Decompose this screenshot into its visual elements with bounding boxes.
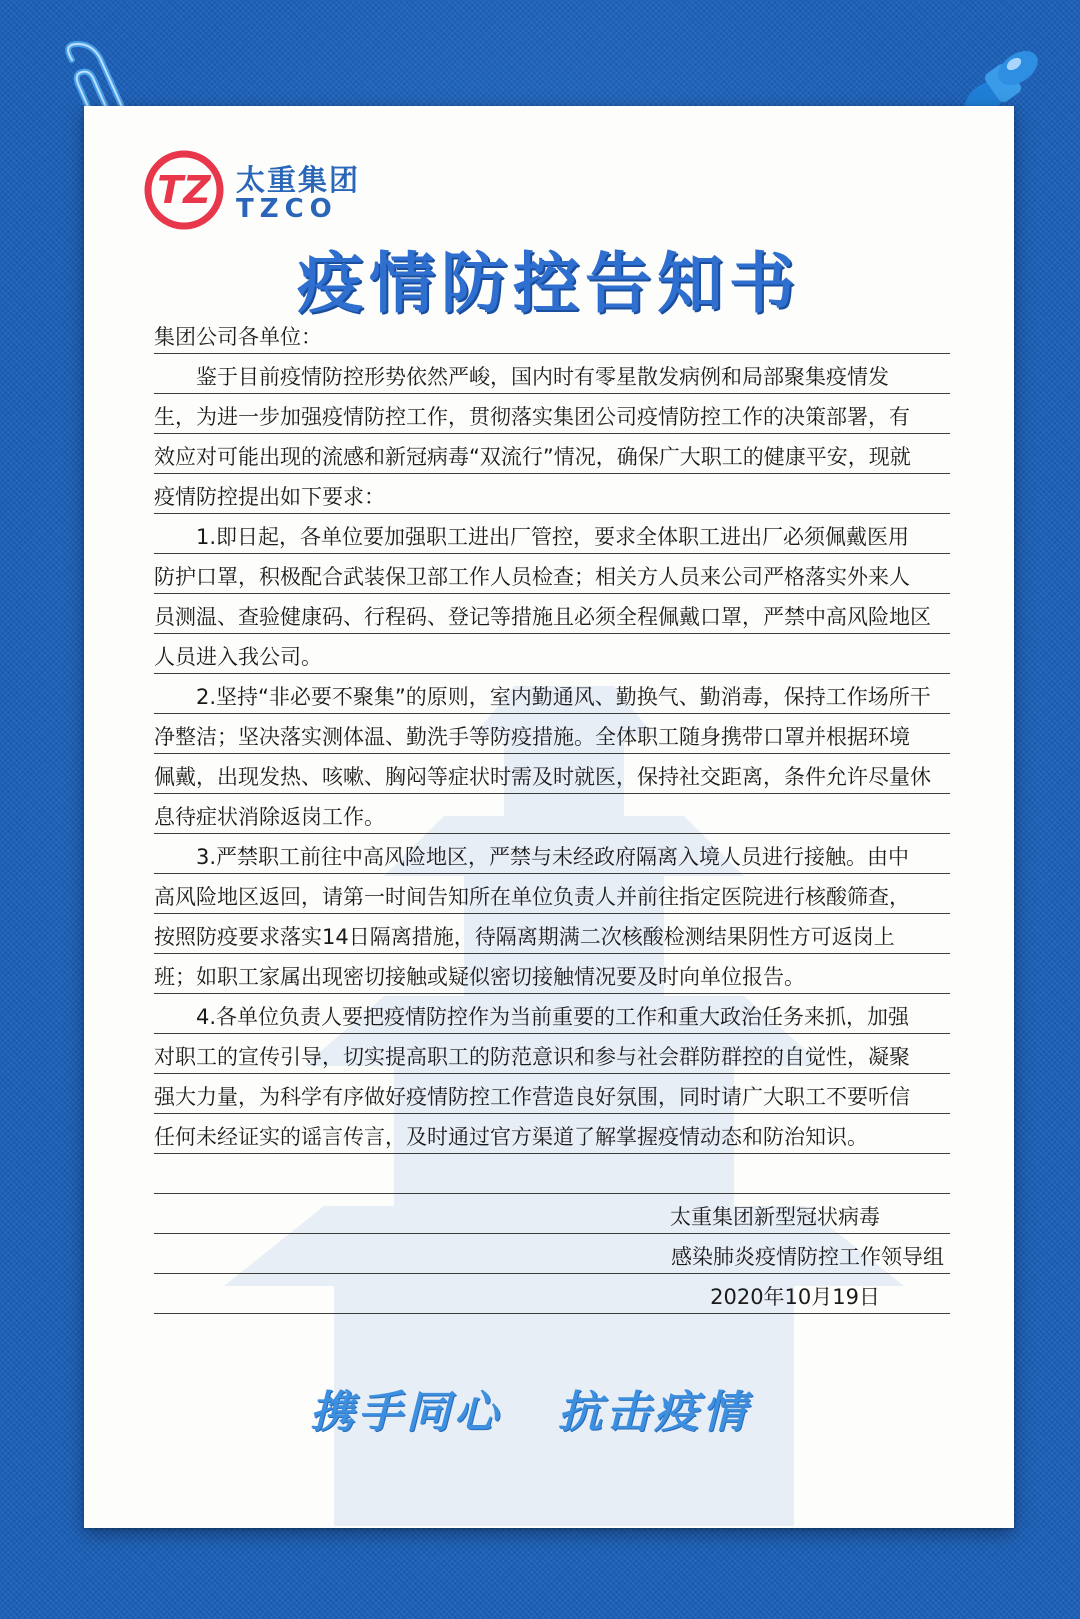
text-line: 防护口罩，积极配合武装保卫部工作人员检查；相关方人员来公司严格落实外来人	[154, 554, 950, 594]
text-line: 任何未经证实的谣言传言，及时通过官方渠道了解掌握疫情动态和防治知识。	[154, 1114, 950, 1154]
text-line: 1.即日起，各单位要加强职工进出厂管控，要求全体职工进出厂必须佩戴医用	[154, 514, 950, 554]
text-line: 人员进入我公司。	[154, 634, 950, 674]
slogan-right: 抗击疫情	[558, 1387, 750, 1438]
text-line: 2.坚持“非必要不聚集”的原则，室内勤通风、勤换气、勤消毒，保持工作场所干	[154, 674, 950, 714]
signature-org-line2: 感染肺炎疫情防控工作领导组	[154, 1234, 950, 1274]
text-line: 3.严禁职工前往中高风险地区，严禁与未经政府隔离入境人员进行接触。由中	[154, 834, 950, 874]
tz-logo-icon	[144, 150, 224, 230]
text-line: 鉴于目前疫情防控形势依然严峻，国内时有零星散发病例和局部聚集疫情发	[154, 354, 950, 394]
notice-paper	[84, 106, 1014, 1528]
text-line: 员测温、查验健康码、行程码、登记等措施且必须全程佩戴口罩，严禁中高风险地区	[154, 594, 950, 634]
logo-english-name: TZCO	[236, 194, 338, 224]
text-line: 净整洁；坚决落实测体温、勤洗手等防疫措施。全体职工随身携带口罩并根据环境	[154, 714, 950, 754]
logo-mark-text: TZ	[157, 168, 211, 212]
text-line: 疫情防控提出如下要求：	[154, 474, 950, 514]
signature-org-line1: 太重集团新型冠状病毒	[154, 1194, 950, 1234]
text-line: 生，为进一步加强疫情防控工作，贯彻落实集团公司疫情防控工作的决策部署，有	[154, 394, 950, 434]
signature-date: 2020年10月19日	[154, 1274, 950, 1314]
notice-body	[154, 314, 950, 1314]
blank-line	[154, 1154, 950, 1194]
salutation: 集团公司各单位：	[154, 314, 950, 354]
text-line: 息待症状消除返岗工作。	[154, 794, 950, 834]
text-line: 按照防疫要求落实14日隔离措施，待隔离期满二次核酸检测结果阴性方可返岗上	[154, 914, 950, 954]
text-line: 对职工的宣传引导，切实提高职工的防范意识和参与社会群防群控的自觉性，凝聚	[154, 1034, 950, 1074]
slogan-left: 携手同心	[310, 1387, 502, 1438]
text-line: 佩戴，出现发热、咳嗽、胸闷等症状时需及时就医，保持社交距离，条件允许尽量休	[154, 754, 950, 794]
text-line: 4.各单位负责人要把疫情防控作为当前重要的工作和重大政治任务来抓，加强	[154, 994, 950, 1034]
text-line: 强大力量，为科学有序做好疫情防控工作营造良好氛围，同时请广大职工不要听信	[154, 1074, 950, 1114]
company-logo	[144, 150, 384, 234]
logo-chinese-name: 太重集团	[236, 163, 361, 197]
page-title: 疫情防控告知书	[297, 245, 801, 322]
text-line: 效应对可能出现的流感和新冠病毒“双流行”情况，确保广大职工的健康平安，现就	[154, 434, 950, 474]
text-line: 高风险地区返回，请第一时间告知所在单位负责人并前往指定医院进行核酸筛查，	[154, 874, 950, 914]
text-line: 班；如职工家属出现密切接触或疑似密切接触情况要及时向单位报告。	[154, 954, 950, 994]
